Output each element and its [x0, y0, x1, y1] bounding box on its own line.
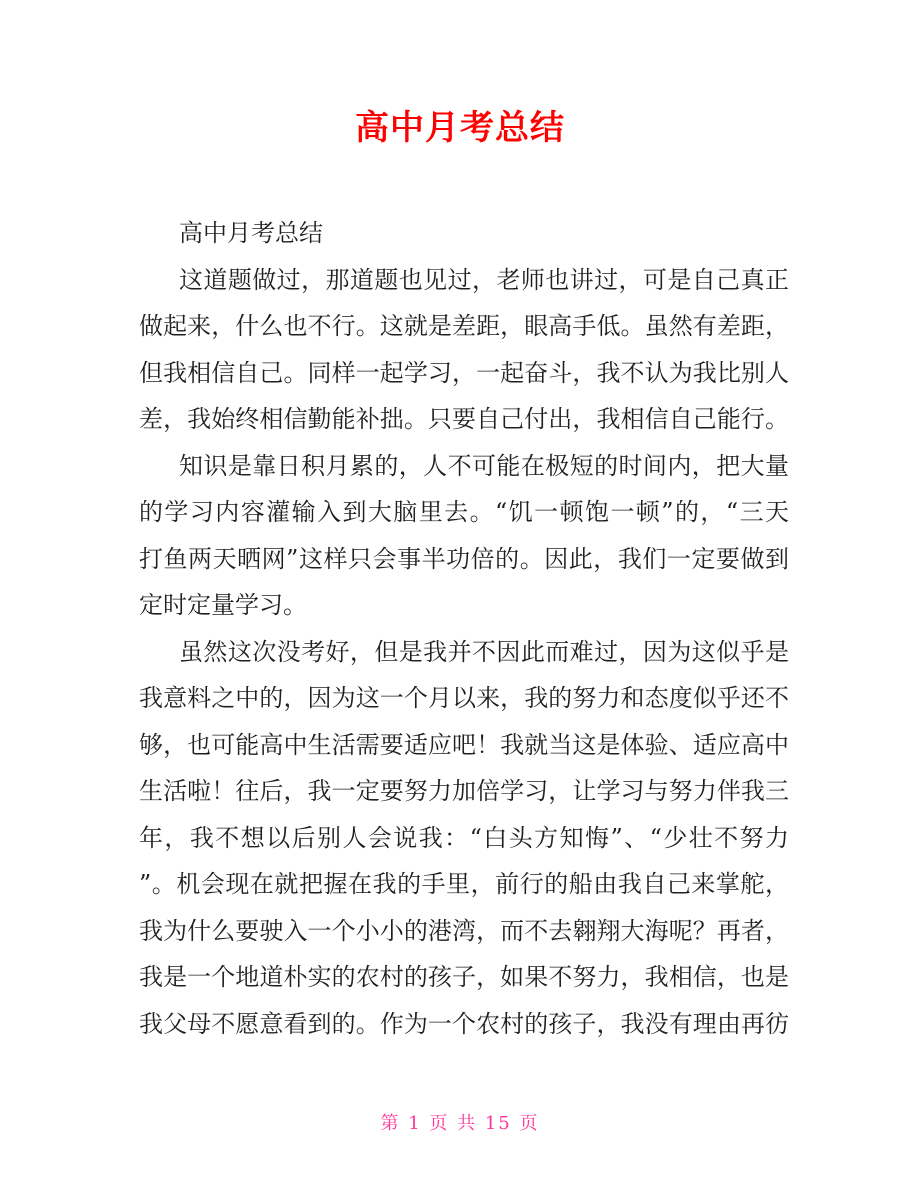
page-title: 高中月考总结 [355, 109, 565, 147]
body-text-line: 我意料之中的，因为这一个月以来，我的努力和态度似乎还不 [139, 684, 789, 712]
body-text-line: ”。机会现在就把握在我的手里，前行的船由我自己来掌舵， [139, 870, 789, 898]
body-text-line: 差，我始终相信勤能补拙。只要自己付出，我相信自己能行。 [139, 405, 789, 433]
body-text-line: 做起来，什么也不行。这就是差距，眼高手低。虽然有差距， [139, 312, 789, 340]
body-text-line: 虽然这次没考好，但是我并不因此而难过，因为这似乎是 [179, 637, 789, 666]
body-text-line: 定时定量学习。 [139, 591, 307, 619]
body-text-line: 高中月考总结 [179, 219, 323, 247]
body-text-line: 这道题做过，那道题也见过，老师也讲过，可是自己真正 [179, 265, 789, 294]
body-text-line: 我为什么要驶入一个小小的港湾，而不去翱翔大海呢？再者， [139, 916, 789, 945]
body-text-line: 我父母不愿意看到的。作为一个农村的孩子，我没有理由再彷 [139, 1009, 789, 1038]
body-text-line: 我是一个地道朴实的农村的孩子，如果不努力，我相信，也是 [139, 963, 789, 991]
document-body [139, 210, 789, 1047]
page-number-footer: 第 1 页 共 15 页 [380, 1113, 540, 1134]
body-text-line: 打鱼两天晒网”这样只会事半功倍的。因此，我们一定要做到 [139, 544, 789, 573]
body-text-line: 的学习内容灌输入到大脑里去。“饥一顿饱一顿”的，“三天 [139, 498, 789, 526]
body-text-line: 年，我不想以后别人会说我：“白头方知悔”、“少壮不努力 [139, 823, 789, 852]
body-text-line: 知识是靠日积月累的，人不可能在极短的时间内，把大量 [179, 451, 789, 480]
body-text-line: 但我相信自己。同样一起学习，一起奋斗，我不认为我比别人 [139, 358, 789, 387]
body-text-line: 生活啦！往后，我一定要努力加倍学习，让学习与努力伴我三 [139, 777, 789, 805]
body-text-line: 够，也可能高中生活需要适应吧！我就当这是体验、适应高中 [139, 730, 789, 759]
